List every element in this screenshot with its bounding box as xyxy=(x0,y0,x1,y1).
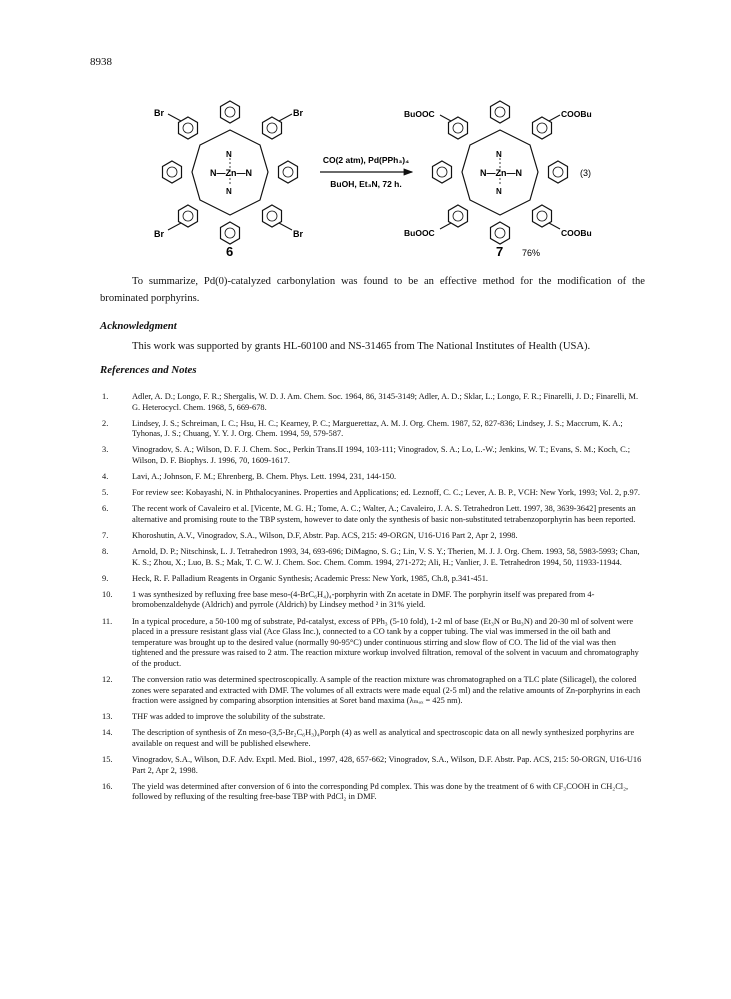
reference-text: Vinogradov, S. A.; Wilson, D. F. J. Chem. Soc., Perkin Trans.II 1994, 103-111; Vinogradov, S. A.; Lo, L.-W.; Jenkins, W. T.; Evans, S. M.; Koch, C.; Wilson, D. F. Biophys. J. 1996, 70, 1609-1617. xyxy=(132,445,631,465)
reference-number: 12. xyxy=(102,674,113,684)
substituent-br-1: Br xyxy=(154,108,165,118)
porphyrin-structure-7 xyxy=(404,101,592,259)
reference-item xyxy=(100,755,645,776)
reaction-scheme xyxy=(150,90,620,265)
atom-n-top-left: N xyxy=(226,150,232,159)
reaction-conditions-bottom: BuOH, Et₃N, 72 h. xyxy=(330,179,402,189)
reference-item xyxy=(100,419,645,440)
references-list xyxy=(100,392,645,808)
reference-item xyxy=(100,782,645,803)
reference-number: 6. xyxy=(102,504,109,514)
reference-text: The description of synthesis of Zn meso-(3,5-Br₂C₆H₃)₄Porph (4) as well as analytical and spectroscopic data on all newly synthesized porphyrins are available on request and will be published elsewhere. xyxy=(132,728,635,748)
reference-text: Lavi, A.; Johnson, F. M.; Ehrenberg, B. Chem. Phys. Lett. 1994, 231, 144-150. xyxy=(132,472,397,482)
reference-number: 4. xyxy=(102,472,109,482)
acknowledgment-text: This work was supported by grants HL-60100 and NS-31465 from The National Institutes of Health (USA). xyxy=(132,341,591,352)
reference-number: 10. xyxy=(102,589,113,599)
reference-number: 13. xyxy=(102,712,113,722)
reference-item xyxy=(100,617,645,670)
reference-number: 7. xyxy=(102,530,109,540)
substituent-br-4: Br xyxy=(293,229,304,239)
reference-item xyxy=(100,504,645,525)
reference-item xyxy=(100,472,645,483)
reference-item xyxy=(100,392,645,413)
acknowledgment-heading: Acknowledgment xyxy=(100,320,177,332)
reference-item xyxy=(100,712,645,723)
reference-number: 15. xyxy=(102,755,113,765)
summary-paragraph: To summarize, Pd(0)-catalyzed carbonylation was found to be an effective method for the modification of the brominated porphyrins. xyxy=(100,276,645,304)
core-label-right: N—Zn—N xyxy=(480,168,522,178)
reference-item xyxy=(100,547,645,568)
compound-label-7: 7 xyxy=(496,244,504,259)
atom-n-bottom-right: N xyxy=(496,187,502,196)
porphyrin-structure-6 xyxy=(154,101,303,259)
compound-label-6: 6 xyxy=(226,244,234,259)
substituent-cooBu-4: COOBu xyxy=(561,228,592,238)
reference-number: 16. xyxy=(102,781,113,791)
reference-text: Arnold, D. P.; Nitschinsk, L. J. Tetrahedron 1993, 34, 693-696; DiMagno, S. G.; Lin, V. S. Y.; Therien, M. J. J. Org. Chem. 1993, 58, 5983-5993; Chan, K. S.; Zhou, X.; Luo, B. S.; Mak, T. C. W. J. Chem. Soc. Chem. Comm. 1994, 271-272; Ali, H.; Vanlier, J. E. Tetrahedron 1994, 50, 11933-11944. xyxy=(132,547,640,567)
reference-number: 5. xyxy=(102,488,109,498)
reference-text: In a typical procedure, a 50-100 mg of substrate, Pd-catalyst, excess of PPh₃ (5-10 fold), 1-2 ml of base (Et₃N or Bu₃N) and 20-30 ml of solvent were placed in a pressure resistant glass vial (Ace Glass Inc.), connected to a CO tank by a copper tubing. The vial was immersed in the oil bath and temperature was brought up to the desired value (normally 90-95°C) under continuous stirring and slow flow of CO. The lid of the vial was then tightened and the pressure was raised to 2 atm. The reaction mixture workup involved filtration, removal of the solvent in vacuum and chromatography of the product. xyxy=(132,616,639,668)
references-heading: References and Notes xyxy=(100,364,197,376)
reference-number: 11. xyxy=(102,616,113,626)
reference-text: Heck, R. F. Palladium Reagents in Organic Synthesis; Academic Press: New York, 1985, Ch.8, p.341-451. xyxy=(132,573,489,583)
substituent-br-2: Br xyxy=(293,108,304,118)
reference-item xyxy=(100,531,645,542)
reference-text: 1 was synthesized by refluxing free base meso-(4-BrC₆H₄)₄-porphyrin with Zn acetate in DMF. The porphyrin itself was prepared from 4-bromobenzaldehyde (Aldrich) and pyrrole (Aldrich) by Lindsey method ² in 31% yield. xyxy=(132,589,595,610)
substituent-br-3: Br xyxy=(154,229,165,239)
reference-item xyxy=(100,590,645,611)
reference-item xyxy=(100,488,645,499)
substituent-cooBu-3: BuOOC xyxy=(404,228,435,238)
atom-n-top-right: N xyxy=(496,150,502,159)
reference-text: The conversion ratio was determined spectroscopically. A sample of the reaction mixture was chromatographed on a TLC plate (Silicagel), the colored zones were separated and extracted with DMF. The volumes of all extracts were made equal (2-5 ml) and the relative amounts of Zn-porphyrins in each fraction were assigned by comparing absorption intensities at Soret band maxima (λₘₐₓ = 425 nm). xyxy=(132,674,641,706)
reference-item xyxy=(100,445,645,466)
reference-number: 9. xyxy=(102,573,109,583)
substituent-cooBu-1: BuOOC xyxy=(404,109,435,119)
reference-text: The recent work of Cavaleiro et al. [Vicente, M. G. H.; Tome, A. C.; Walter, A.; Cavaleiro, J. A. S. Tetrahedron Lett. 1997, 38, 3639-3642] presents an alternative and promising route to the TBP system, however to date only the synthesis of basic non-substituted tetrabenzoporphyrin has been reported. xyxy=(132,504,636,524)
reference-number: 3. xyxy=(102,445,109,455)
atom-n-bottom-left: N xyxy=(226,187,232,196)
reference-text: Khoroshutin, A.V., Vinogradov, S.A., Wilson, D.F, Abstr. Pap. ACS, 215: 49-ORGN, U16-U16 Part 2, Apr 2, 1998. xyxy=(132,530,518,540)
reference-text: Lindsey, J. S.; Schreiman, I. C.; Hsu, H. C.; Kearney, P. C.; Marguerettaz, A. M. J. Org. Chem. 1987, 52, 827-836; Lindsey, J. S.; Maccrum, K. A.; Tyhonas, J. S.; Chuang, Y. Y. J. Org. Chem. 1994, 59, 579-587. xyxy=(132,418,623,439)
reaction-conditions-top: CO(2 atm), Pd(PPh₃)₄ xyxy=(322,155,410,165)
reference-number: 8. xyxy=(102,547,109,557)
reference-number: 14. xyxy=(102,728,113,738)
reference-item xyxy=(100,675,645,707)
core-label-left: N—Zn—N xyxy=(210,168,252,178)
reference-text: THF was added to improve the solubility of the substrate. xyxy=(132,712,326,722)
reference-item xyxy=(100,574,645,585)
reference-text: Vinogradov, S.A., Wilson, D.F. Adv. Exptl. Med. Biol., 1997, 428, 657-662; Vinogradov, S.A., Wilson, D.F. Abstr. Pap. ACS, 215: 50-ORGN, U16-U16 Part 2, Apr 2, 1998. xyxy=(132,755,642,775)
equation-number: (3) xyxy=(580,168,591,178)
substituent-cooBu-2: COOBu xyxy=(561,109,592,119)
reference-number: 1. xyxy=(102,392,109,401)
reference-text: For review see: Kobayashi, N. in Phthalocyanines. Properties and Applications; ed. Leznoff, C. C.; Lever, A. B. P., VCH: New York, 1993; Vol. 2, p.97. xyxy=(132,488,641,498)
reference-text: Adler, A. D.; Longo, F. R.; Shergalis, W. D. J. Am. Chem. Soc. 1964, 86, 3145-3149; Adler, A. D.; Sklar, L.; Longo, F. R.; Finarelli, J. D.; Finarelli, M. G. Heterocycl. Chem. 1968, 5, 669-678. xyxy=(132,392,639,412)
reference-item xyxy=(100,728,645,749)
page-number: 8938 xyxy=(90,56,112,68)
reference-number: 2. xyxy=(102,418,109,428)
yield-label: 76% xyxy=(522,248,541,258)
reference-text: The yield was determined after conversion of 6 into the corresponding Pd complex. This was done by the treatment of 6 with CF₃COOH in CH₂Cl₂, followed by refluxing of the resulting free-base TBP with PdCl₂ in DMF. xyxy=(132,781,629,802)
